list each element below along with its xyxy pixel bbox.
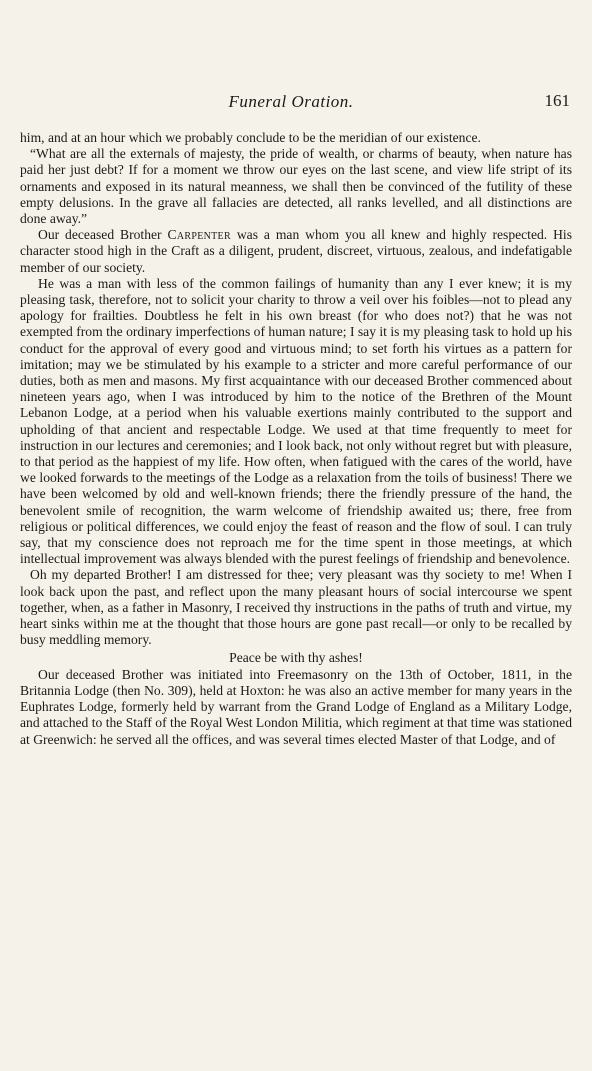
running-head: [20, 92, 572, 114]
paragraph-peace: Peace be with thy ashes!: [229, 649, 363, 665]
paragraph-carpenter: [20, 227, 572, 276]
paragraph-character: He was a man with less of the common failings of humanity than any I ever knew; it is my pleasing task, therefore, not to solicit your charity to throw a veil over his foibles—not to plead any apology for frailties. Doubtless he felt in his own breast (for who does not?) that he was not exempted from the ordinary imperfections of human nature; I say it is my pleasing task to hold up his conduct for the approval of every good and virtuous mind; to set forth his virtues as a pattern for imitation; may we be stimulated by his example to a stricter and more careful performance of our duties, both as men and masons. My first acquaintance with our deceased Brother commenced about nineteen years ago, when I was introduced by him to the notice of the Brethren of the Mount Lebanon Lodge, at a period when his valuable exertions mainly contributed to the support and upholding of that ancient and respectable Lodge. We used at that time frequently to meet for instruction in our lectures and ceremonies; and I look back, not only without regret but with pleasure, to that period as the happiest of my life. How often, when fatigued with the cares of the world, have we looked forwards to the meetings of the Lodge as a relaxation from the toils of business! There we have been welcomed by old and well-known friends; there the friendly pressure of the hand, the benevolent smile of recognition, the warm welcome of friendship awaited us; there, free from religious or political differences, we could enjoy the feast of reason and the flow of soul. I can truly say, that my conscience does not reproach me for the time spent in those meetings, at which intellectual improvement was always blended with the purest feelings of friendship and benevolence.: [20, 275, 572, 567]
body-text: [20, 130, 572, 748]
paragraph-initiation: Our deceased Brother was initiated into Freemasonry on the 13th of October, 1811, in the Britannia Lodge (then No. 309), held at Hoxton: he was also an active member for many years in the Euphrates Lodge, formerly held by warrant from the Grand Lodge of England as a Military Lodge, and attached to the Staff of the Royal West London Militia, which regiment at that time was stationed at Greenwich: he served all the offices, and was several times elected Master of that Lodge, and of: [20, 666, 572, 747]
paragraph-carpenter-rest: was a man whom you all knew and highly respected. His character stood high in the Craft as a diligent, prudent, discreet, virtuous, zealous, and indefatigable member of our society.: [20, 227, 572, 275]
page-number: 161: [544, 91, 570, 110]
paragraph-quotation: “What are all the externals of majesty, the pride of wealth, or charms of beauty, when nature has paid her just debt? If for a moment we throw our eyes on the last scene, and view life stript of its ornaments and exposed in its natural meanness, we shall then be convinced of the futility of these empty delusions. In the grave all fallacies are detected, all ranks levelled, and all distinctions are done away.”: [20, 146, 572, 227]
paragraph-carpenter-lead: Our deceased Brother: [38, 227, 168, 243]
running-title: Funeral Oration.: [228, 92, 354, 111]
paragraph-lament: Oh my departed Brother! I am distressed for thee; very pleasant was thy society to me! When I look back upon the past, and reflect upon the many pleasant hours of social intercourse we spent together, when, as a father in Masonry, I received thy instructions in the paths of truth and virtue, my heart sinks within me at the thought that those hours are gone past recall—or only to be recalled by busy meddling memory.: [20, 567, 572, 648]
brother-name: Carpenter: [167, 227, 231, 243]
paragraph-continuation: him, and at an hour which we probably conclude to be the meridian of our existence.: [20, 130, 481, 145]
